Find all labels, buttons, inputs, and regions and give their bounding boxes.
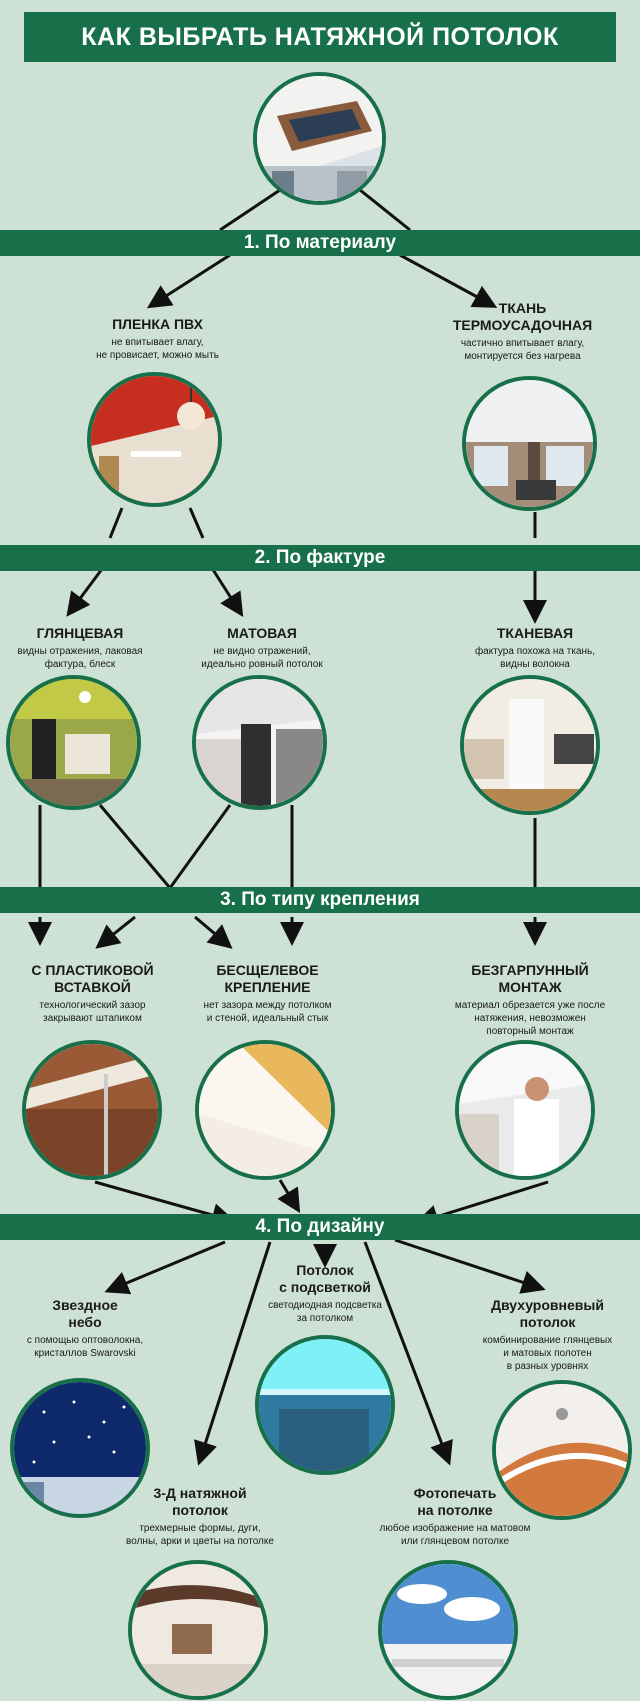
material-fabric-title: ТКАНЬ ТЕРМОУСАДОЧНАЯ — [452, 300, 593, 333]
mount-gapless-desc: нет зазора между потолком и стеной, идеальный стык — [203, 1000, 332, 1024]
design-photoprint-desc: любое изображение на матовом или глянцевом потолке — [379, 1523, 531, 1547]
mount-gapless — [180, 962, 355, 1025]
section-mount: 3. По типу крепления — [0, 887, 640, 913]
mount-harpoonless-desc: материал обрезается уже после натяжения, невозможен повторный монтаж — [454, 1000, 606, 1037]
arrow — [210, 565, 240, 612]
design-backlit-desc: светодиодная подсветка за потолком — [268, 1300, 382, 1324]
texture-textile-desc: фактура похожа на ткань, видны волокна — [474, 646, 596, 670]
material-fabric — [420, 300, 625, 363]
arrow — [100, 805, 170, 888]
textile-image — [460, 675, 600, 815]
two-level-image — [492, 1380, 632, 1520]
material-fabric-desc: частично впитывает влагу, монтируется без нагрева — [460, 338, 585, 362]
photoprint-image — [378, 1560, 518, 1700]
design-threed-desc: трехмерные формы, дуги, волны, арки и цветы на потолке — [126, 1523, 274, 1547]
design-threed-title: 3-Д натяжной потолок — [153, 1485, 247, 1518]
design-twolevel — [460, 1297, 635, 1373]
mount-plastic-desc: технологический зазор закрывают штапиком — [39, 1000, 146, 1024]
mount-plastic — [5, 962, 180, 1025]
texture-textile-title: ТКАНЕВАЯ — [496, 625, 574, 641]
texture-glossy-desc: видны отражения, лаковая фактура, блеск — [17, 646, 143, 670]
mount-harpoonless — [430, 962, 630, 1038]
design-starry — [5, 1297, 165, 1360]
pvc-image — [87, 372, 222, 507]
texture-glossy-title: ГЛЯНЦЕВАЯ — [36, 625, 124, 641]
three-d-image — [128, 1560, 268, 1700]
harpoonless-image — [455, 1040, 595, 1180]
material-pvc-desc: не впитывает влагу, не провисает, можно мыть — [96, 337, 219, 361]
design-backlit — [245, 1262, 405, 1325]
arrow — [400, 255, 492, 305]
arrow — [152, 255, 230, 305]
backlit-image — [255, 1335, 395, 1475]
design-threed — [110, 1485, 290, 1548]
design-photoprint-title: Фотопечать на потолке — [413, 1485, 497, 1518]
plastic-insert-image — [22, 1040, 162, 1180]
gapless-image — [195, 1040, 335, 1180]
arrow — [220, 190, 280, 230]
arrow — [70, 565, 105, 612]
material-pvc-title: ПЛЕНКА ПВХ — [112, 316, 203, 332]
texture-glossy — [5, 625, 155, 671]
texture-matte — [182, 625, 342, 671]
design-starry-desc: с помощью оптоволокна, кристаллов Swarovski — [26, 1335, 144, 1359]
starry-sky-image — [10, 1378, 150, 1518]
hero-ceiling-image — [253, 72, 386, 205]
design-starry-title: Звездное небо — [52, 1297, 118, 1330]
arrow — [100, 917, 135, 945]
design-twolevel-title: Двухуровневый потолок — [491, 1297, 604, 1330]
arrow — [170, 805, 230, 888]
mount-plastic-title: С ПЛАСТИКОВОЙ ВСТАВКОЙ — [31, 962, 154, 995]
design-backlit-title: Потолок с подсветкой — [279, 1262, 371, 1295]
arrow — [360, 190, 410, 230]
matte-image — [192, 675, 327, 810]
glossy-image — [6, 675, 141, 810]
mount-gapless-title: БЕСЩЕЛЕВОЕ КРЕПЛЕНИЕ — [216, 962, 319, 995]
material-pvc — [60, 316, 255, 362]
section-texture: 2. По фактуре — [0, 545, 640, 571]
arrow — [395, 1240, 540, 1288]
section-design: 4. По дизайну — [0, 1214, 640, 1240]
texture-matte-desc: не видно отражений, идеально ровный потолок — [201, 646, 323, 670]
arrow — [110, 508, 122, 538]
page-title: КАК ВЫБРАТЬ НАТЯЖНОЙ ПОТОЛОК — [24, 12, 616, 62]
texture-textile — [445, 625, 625, 671]
design-twolevel-desc: комбинирование глянцевых и матовых полотен в разных уровнях — [482, 1335, 613, 1372]
texture-matte-title: МАТОВАЯ — [227, 625, 297, 641]
section-material: 1. По материалу — [0, 230, 640, 256]
mount-harpoonless-title: БЕЗГАРПУННЫЙ МОНТАЖ — [471, 962, 589, 995]
arrow — [280, 1180, 297, 1208]
arrow — [195, 917, 228, 945]
arrow — [110, 1242, 225, 1290]
fabric-image — [462, 376, 597, 511]
arrow — [190, 508, 203, 538]
